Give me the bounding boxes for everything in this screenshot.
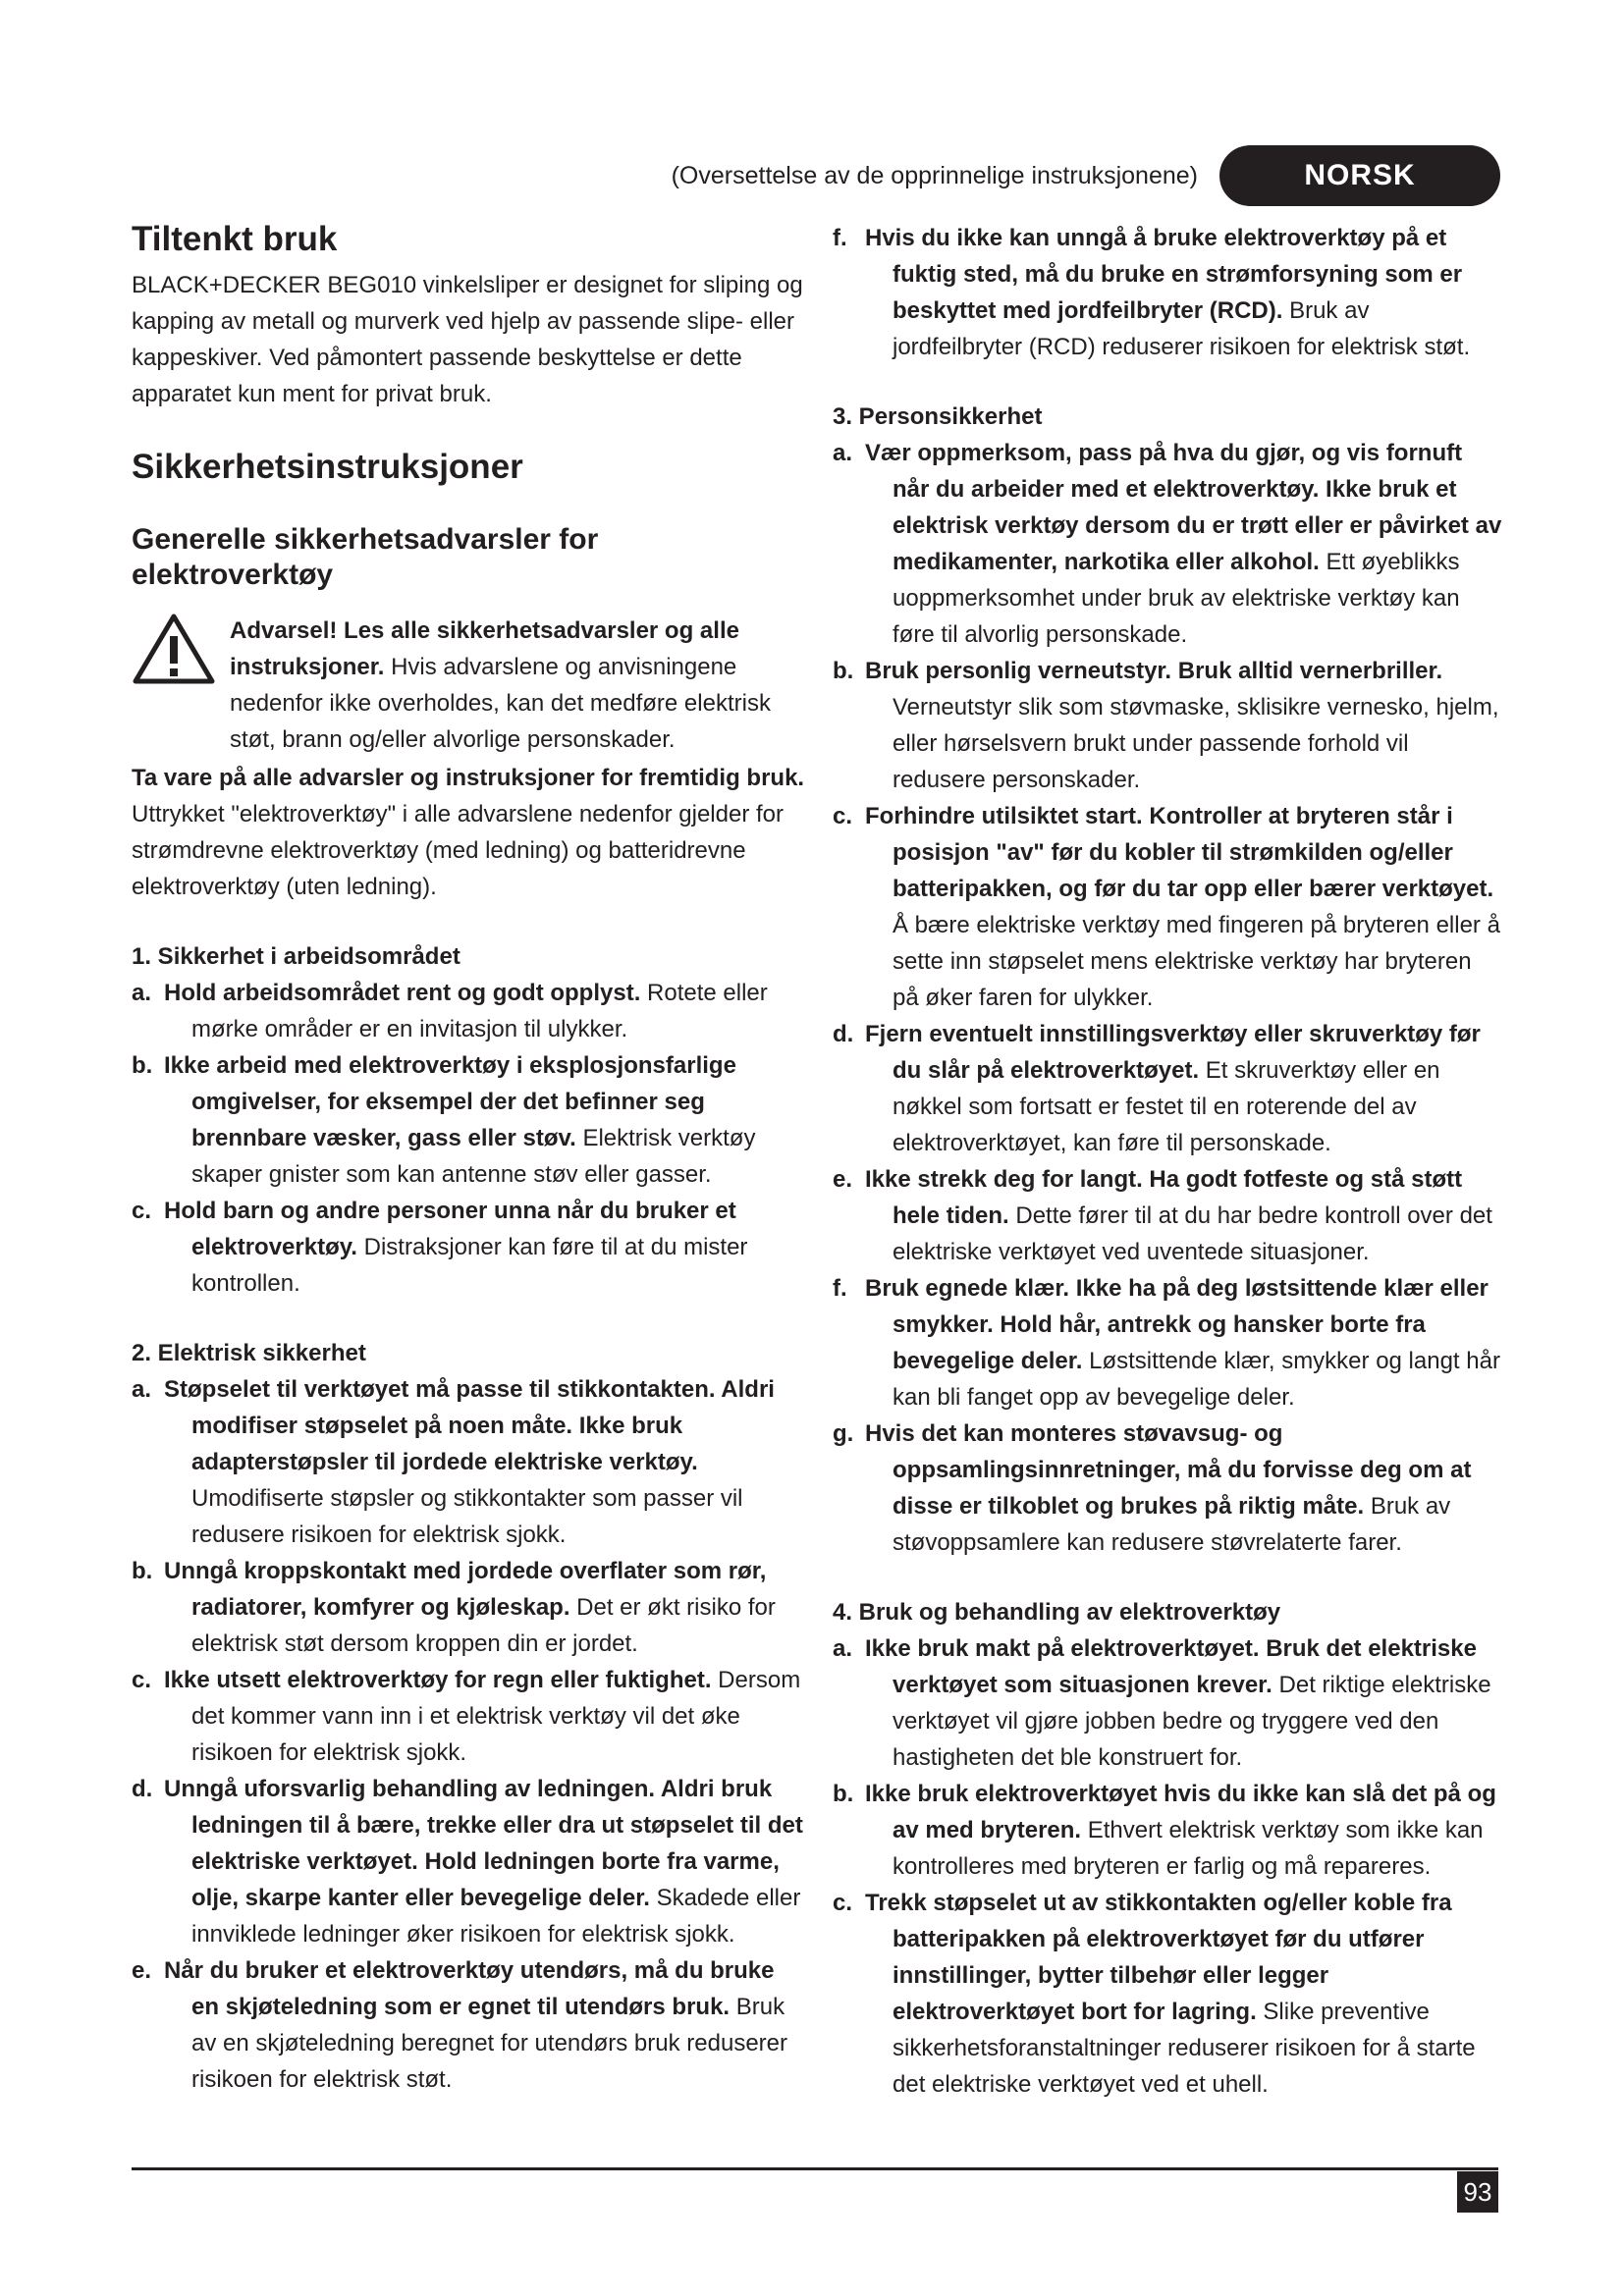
item-text: Rotete eller mørke områder er en invitasjon til ulykker.	[191, 980, 768, 1042]
item-bold-text: Ikke bruk makt på elektroverktøyet. Bruk det elektriske verktøyet som situasjonen krever.	[865, 1635, 1477, 1698]
item-body	[865, 1016, 1502, 1161]
list-item	[132, 1662, 805, 1771]
list-item	[132, 1771, 805, 1952]
item-text: Dette fører til at du har bedre kontroll over det elektriske verktøyet ved uventede situasjoner.	[893, 1202, 1492, 1265]
list-item	[132, 1952, 805, 2098]
translation-note: (Oversettelse av de opprinnelige instruksjonene)	[671, 161, 1198, 189]
section-title: 3. Personsikkerhet	[833, 403, 1043, 430]
list-item	[132, 1371, 805, 1553]
item-text: Bruk av jordfeilbryter (RCD) reduserer risikoen for elektrisk støt.	[893, 297, 1471, 360]
item-bold-text: Hvis du ikke kan unngå å bruke elektroverktøy på et fuktig sted, må du bruke en strømforsyning som er beskyttet med jordfeilbryter (RCD).	[865, 225, 1463, 324]
item-letter: d.	[132, 1776, 153, 1802]
warning-bold: Advarsel! Les alle sikkerhetsadvarsler og alle instruksjoner.	[230, 617, 739, 680]
list-item	[833, 1776, 1502, 1885]
item-text: Slike preventive sikkerhetsforanstaltninger reduserer risikoen for å starte det elektriske verktøyet ved et uhell.	[893, 1999, 1476, 2098]
item-body	[164, 975, 805, 1047]
item-text: Bruk av en skjøteledning beregnet for utendørs bruk reduserer risikoen for elektrisk støt.	[191, 1994, 787, 2093]
keep-bold: Ta vare på alle advarsler og instruksjoner for fremtidig bruk.	[132, 765, 805, 791]
intended-use-title: Tiltenkt bruk	[132, 220, 338, 258]
item-body	[865, 798, 1502, 1016]
item-text: Ethvert elektrisk verktøy som ikke kan kontrolleres med bryteren er farlig og må repareres.	[893, 1817, 1484, 1880]
item-letter: f.	[833, 1275, 847, 1302]
item-letter: f.	[833, 225, 847, 251]
section-title: 1. Sikkerhet i arbeidsområdet	[132, 943, 460, 970]
item-letter: g.	[833, 1420, 854, 1447]
language-badge: NORSK	[1219, 145, 1500, 206]
item-body	[865, 653, 1502, 798]
item-bold-text: Bruk egnede klær. Ikke ha på deg løstsittende klær eller smykker. Hold hår, antrekk og hansker borte fra bevegelige deler.	[865, 1275, 1489, 1374]
right-column	[833, 220, 1502, 2103]
list-item	[833, 798, 1502, 1016]
list-item	[132, 1047, 805, 1193]
item-letter: e.	[833, 1166, 853, 1193]
item-bold-text: Bruk personlig verneutstyr. Bruk alltid vernerbriller.	[865, 658, 1443, 684]
item-body	[865, 220, 1502, 365]
item-body	[164, 1662, 805, 1771]
item-bold-text: Støpselet til verktøyet må passe til stikkontakten. Aldri modifiser støpselet på noen måte. Ikke bruk adapterstøpsler til jordede elektriske verktøy.	[164, 1376, 775, 1475]
list-item	[833, 1016, 1502, 1161]
item-text: Elektrisk verktøy skaper gnister som kan antenne støv eller gasser.	[191, 1125, 756, 1188]
general-warning	[132, 613, 805, 758]
item-letter: d.	[833, 1021, 854, 1047]
list-item	[833, 653, 1502, 798]
list-item	[833, 1270, 1502, 1415]
item-bold-text: Ikke arbeid med elektroverktøy i eksplosjonsfarlige omgivelser, for eksempel der det befinner seg brennbare væsker, gass eller støv.	[164, 1052, 736, 1151]
item-letter: e.	[132, 1957, 152, 1984]
item-letter: a.	[833, 1635, 853, 1662]
item-body	[865, 1270, 1502, 1415]
item-bold-text: Ikke utsett elektroverktøy for regn eller fuktighet.	[164, 1667, 719, 1693]
list-item	[833, 1415, 1502, 1561]
footer-rule	[132, 2167, 1498, 2170]
list-item	[833, 220, 1502, 365]
item-text: Et skruverktøy eller en nøkkel som fortsatt er festet til en roterende del av elektroverktøyet, kan føre til personskade.	[893, 1057, 1440, 1156]
item-text: Distraksjoner kan føre til at du mister kontrollen.	[191, 1234, 748, 1297]
section-title: 2. Elektrisk sikkerhet	[132, 1340, 366, 1366]
item-letter: c.	[132, 1667, 152, 1693]
left-column	[132, 220, 805, 2098]
item-bold-text: Fjern eventuelt innstillingsverktøy eller skruverktøy før du slår på elektroverktøyet.	[865, 1021, 1481, 1084]
item-letter: b.	[132, 1558, 153, 1584]
warning-text: Hvis advarslene og anvisningene nedenfor ikke overholdes, kan det medføre elektrisk støt, brann og/eller alvorlige personskader.	[230, 654, 771, 753]
item-body	[865, 435, 1502, 653]
keep-instructions	[132, 760, 805, 905]
item-body	[865, 1776, 1502, 1885]
item-bold-text: Ikke strekk deg for langt. Ha godt fotfeste og stå støtt hele tiden.	[865, 1166, 1463, 1229]
warning-triangle-icon	[132, 613, 216, 685]
item-bold-text: Hold arbeidsområdet rent og godt opplyst.	[164, 980, 648, 1006]
item-letter: a.	[833, 440, 853, 466]
page-header	[672, 145, 1500, 206]
item-letter: c.	[833, 1890, 853, 1916]
item-text: Skadede eller innviklede ledninger øker risikoen for elektrisk sjokk.	[191, 1885, 801, 1948]
item-bold-text: Når du bruker et elektroverktøy utendørs, må du bruke en skjøteledning som er egnet til utendørs bruk.	[164, 1957, 775, 2020]
list-item	[833, 1885, 1502, 2103]
item-bold-text: Ikke bruk elektroverktøyet hvis du ikke kan slå det på og av med bryteren.	[865, 1781, 1496, 1843]
item-letter: c.	[833, 803, 853, 829]
item-text: Umodifiserte støpsler og stikkontakter som passer vil redusere risikoen for elektrisk sjokk.	[191, 1485, 743, 1548]
item-text: Dersom det kommer vann inn i et elektrisk verktøy vil det øke risikoen for elektrisk sjokk.	[191, 1667, 801, 1766]
item-bold-text: Hvis det kan monteres støvavsug- og oppsamlingsinnretninger, må du forvisse deg om at disse er tilkoblet og brukes på riktig måte.	[865, 1420, 1472, 1520]
safety-subtitle: Generelle sikkerhetsadvarsler for elektroverktøy	[132, 523, 599, 591]
item-text: Det er økt risiko for elektrisk støt dersom kroppen din er jordet.	[191, 1594, 776, 1657]
item-body	[865, 1630, 1502, 1776]
list-item	[132, 1193, 805, 1302]
list-item	[132, 1553, 805, 1662]
list-item	[132, 975, 805, 1047]
item-bold-text: Forhindre utilsiktet start. Kontroller at bryteren står i posisjon "av" før du kobler til strømkilden og/eller batteripakken, og før du tar opp eller bærer verktøyet.	[865, 803, 1494, 902]
list-item	[833, 435, 1502, 653]
item-body	[164, 1952, 805, 2098]
page-number: 93	[1457, 2171, 1498, 2213]
item-bold-text: Unngå uforsvarlig behandling av ledningen. Aldri bruk ledningen til å bære, trekke eller dra ut støpselet til det elektriske verktøyet. Hold ledningen borte fra varme, olje, skarpe kanter eller bevegelige deler.	[164, 1776, 803, 1911]
warning-text-block	[230, 613, 805, 758]
item-text: Løstsittende klær, smykker og langt hår kan bli fanget opp av bevegelige deler.	[893, 1348, 1500, 1411]
item-bold-text: Unngå kroppskontakt med jordede overflater som rør, radiatorer, komfyrer og kjøleskap.	[164, 1558, 767, 1621]
item-body	[164, 1047, 805, 1193]
item-bold-text: Trekk støpselet ut av stikkontakten og/eller koble fra batteripakken på elektroverktøyet før du utfører innstillinger, bytter tilbehør eller legger elektroverktøyet bort for lagring.	[865, 1890, 1452, 2025]
keep-text: Uttrykket "elektroverktøy" i alle advarslene nedenfor gjelder for strømdrevne elektroverktøy (med ledning) og batteridrevne elektroverktøy (uten ledning).	[132, 801, 784, 900]
item-letter: c.	[132, 1198, 152, 1224]
item-body	[164, 1553, 805, 1662]
right-sections	[833, 220, 1502, 2103]
item-letter: b.	[132, 1052, 153, 1079]
item-text: Å bære elektriske verktøy med fingeren på bryteren eller å sette inn støpselet mens elektriske verktøy har bryteren på øker faren for ulykker.	[893, 912, 1500, 1011]
item-text: Verneutstyr slik som støvmaske, sklisikre vernesko, hjelm, eller hørselsvern brukt under passende forhold vil redusere personskader.	[893, 694, 1499, 793]
item-letter: b.	[833, 1781, 854, 1807]
item-bold-text: Vær oppmerksom, pass på hva du gjør, og vis fornuft når du arbeider med et elektroverktøy. Ikke bruk et elektrisk verktøy dersom du er trøtt eller er påvirket av medikamenter, narkotika eller alkohol.	[865, 440, 1502, 575]
item-text: Ett øyeblikks uoppmerksomhet under bruk av elektriske verktøy kan føre til alvorlig personskade.	[893, 549, 1460, 648]
item-text: Det riktige elektriske verktøyet vil gjøre jobben bedre og tryggere ved den hastigheten det ble konstruert for.	[893, 1672, 1491, 1771]
item-body	[164, 1771, 805, 1952]
item-letter: b.	[833, 658, 854, 684]
intended-use-text: BLACK+DECKER BEG010 vinkelsliper er designet for sliping og kapping av metall og murverk ved hjelp av passende slipe- eller kappeskiver. Ved påmontert passende beskyttelse er dette apparatet kun ment for privat bruk.	[132, 272, 803, 407]
item-body	[164, 1193, 805, 1302]
item-body	[865, 1885, 1502, 2103]
item-body	[164, 1371, 805, 1553]
list-item	[833, 1161, 1502, 1270]
item-body	[865, 1415, 1502, 1561]
left-sections	[132, 938, 805, 2098]
item-text: Bruk av støvoppsamlere kan redusere støvrelaterte farer.	[893, 1493, 1451, 1556]
item-letter: a.	[132, 980, 152, 1006]
item-body	[865, 1161, 1502, 1270]
item-bold-text: Hold barn og andre personer unna når du bruker et elektroverktøy.	[164, 1198, 736, 1260]
item-letter: a.	[132, 1376, 152, 1403]
section-title: 4. Bruk og behandling av elektroverktøy	[833, 1599, 1281, 1626]
safety-title: Sikkerhetsinstruksjoner	[132, 448, 523, 486]
list-item	[833, 1630, 1502, 1776]
